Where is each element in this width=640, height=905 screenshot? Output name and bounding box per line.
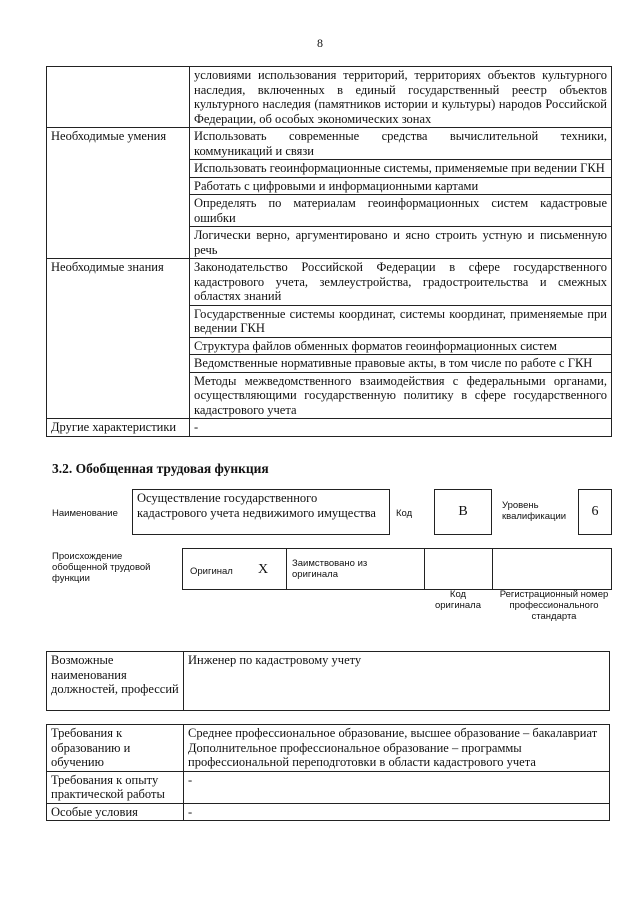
experience-value: - [184,771,610,803]
requirements-table [46,724,610,821]
table-row [47,771,610,803]
table-row [47,67,612,128]
code-box: В [434,489,492,535]
special-label: Особые условия [47,803,184,821]
experience-label: Требования к опыту практической работы [47,771,184,803]
table-row [47,128,612,160]
skill-item: Определять по материалам геоинформационных систем кадастровые ошибки [190,195,612,227]
skills-label: Необходимые умения [47,128,190,259]
original-label: Оригинал [190,566,233,577]
skill-item: Работать с цифровыми и информационными картами [190,177,612,195]
origin-divider [424,548,425,590]
knowledge-item: Структура файлов обменных форматов геоинформационных систем [190,337,612,355]
continuation-cell: условиями использования территорий, территориях объектов культурного наследия, включенных в единый государственный реестр объектов культурного наследия (памятников истории и культуры) народов Российской Федерации, об особых экономических зонах [190,67,612,128]
knowledge-item: Государственные системы координат, системы координат, применяемые при ведении ГКН [190,305,612,337]
other-label: Другие характеристики [47,419,190,437]
special-value: - [184,803,610,821]
positions-table [46,651,610,711]
education-line: Дополнительное профессиональное образование – программы профессиональной переподготовки в области кадастрового учета [188,740,536,769]
level-box: 6 [578,489,612,535]
knowledge-label: Необходимые знания [47,259,190,419]
table-row [47,652,610,711]
knowledge-item: Ведомственные нормативные правовые акты, в том числе по работе с ГКН [190,355,612,373]
function-name-box: Осуществление государственного кадастрового учета недвижимого имущества [132,489,390,535]
page-number: 8 [317,36,323,50]
table-row [47,419,612,437]
empty-cell [47,67,190,128]
section-title: 3.2. Обобщенная трудовая функция [52,461,269,476]
positions-label: Возможные наименования должностей, профессий [47,652,184,711]
skill-item: Использовать современные средства вычислительной техники, коммуникаций и связи [190,128,612,160]
origin-divider [286,548,287,590]
table-row [47,803,610,821]
knowledge-item: Законодательство Российской Федерации в сфере государственного кадастрового учета, землеустройства, градостроительства и смежных областях знаний [190,259,612,306]
table-row [47,259,612,306]
skills-table [46,66,612,437]
education-label: Требования к образованию и обучению [47,725,184,772]
name-label: Наименование [52,508,118,519]
table-row [47,725,610,772]
positions-value: Инженер по кадастровому учету [184,652,610,711]
borrowed-label: Заимствовано из оригинала [292,558,368,580]
reg-number-caption: Регистрационный номер профессионального стандарта [499,589,609,622]
code-label: Код [396,508,413,519]
code-original-caption: Код оригинала [434,589,481,611]
other-value: - [190,419,612,437]
origin-divider [492,548,493,590]
origin-label: Происхождение обобщенной трудовой функции [52,551,151,584]
education-line: Среднее профессиональное образование, высшее образование – бакалавриат [188,726,598,740]
level-label: Уровень квалификации [502,500,567,522]
skill-item: Логически верно, аргументировано и ясно строить устную и письменную речь [190,227,612,259]
education-value [184,725,610,772]
knowledge-item: Методы межведомственного взаимодействия с федеральными органами, осуществляющими государственную политику в сфере государственного кадастрового учета [190,372,612,419]
original-mark: Х [258,562,269,577]
skill-item: Использовать геоинформационные системы, применяемые при ведении ГКН [190,160,612,178]
